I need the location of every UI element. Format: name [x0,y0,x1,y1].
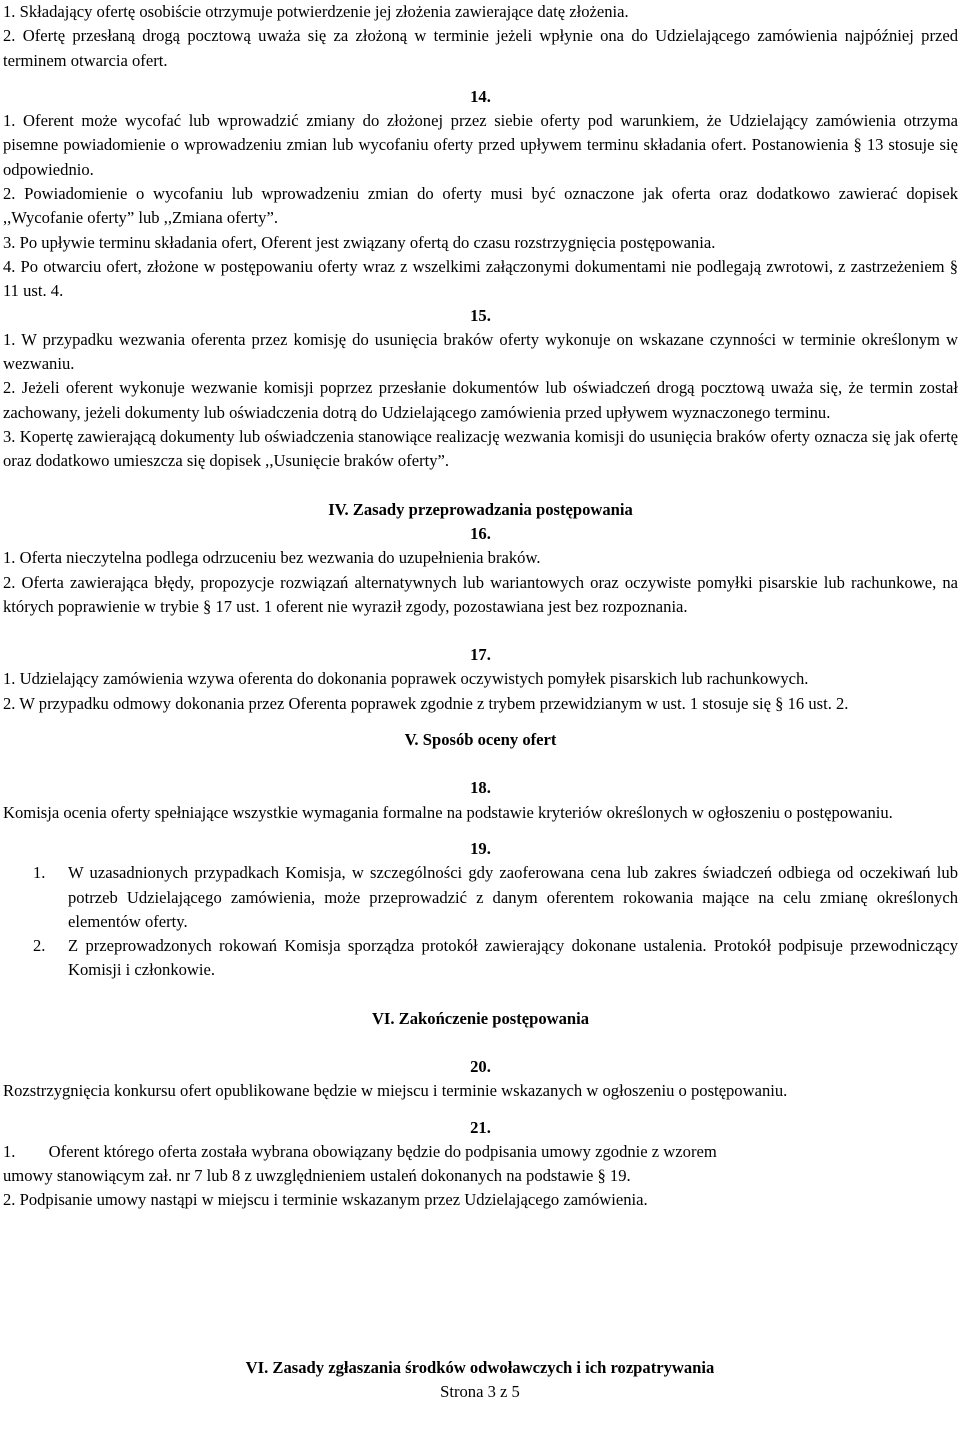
list-text: Z przeprowadzonych rokowań Komisja sporządza protokół zawierający dokonane ustalenia. Protokół podpisuje przewodniczący Komisji i członkowie. [68,936,958,980]
section-heading: 18. [470,778,491,798]
paragraph: 3. Po upływie terminu składania ofert, Oferent jest związany ofertą do czasu rozstrzygnięcia postępowania. [3,232,716,252]
paragraph: umowy stanowiącym zał. nr 7 lub 8 z uwzględnieniem ustaleń dokonanych na podstawie § 19. [3,1166,631,1186]
list-text: W uzasadnionych przypadkach Komisja, w szczególności gdy zaoferowana cena lub zakres świadczeń odbiega od oczekiwań lub potrzeb Udzielającego zamówienia, może przeprowadzić z danym oferentem rokowania mające na celu zmianę określonych elementów oferty. [68,863,958,931]
section-heading: 14. [470,86,491,106]
section-heading: 15. [470,305,491,325]
chapter-heading: IV. Zasady przeprowadzania postępowania [328,499,633,519]
paragraph: 1. Składający ofertę osobiście otrzymuje potwierdzenie jej złożenia zawierające datę złożenia. [3,2,629,21]
section-heading: 16. [470,523,491,543]
section-heading: 17. [470,645,491,665]
paragraph: Komisja ocenia oferty spełniające wszystkie wymagania formalne na podstawie kryteriów określonych w ogłoszeniu o postępowaniu. [3,802,893,822]
paragraph: 2. Jeżeli oferent wykonuje wezwanie komisji poprzez przesłanie dokumentów lub oświadczeń drogą pocztową uważa się, że termin został zachowany, jeżeli dokumenty lub oświadczenia dotrą do Udzielającego zamówienia przed upływem wyznaczonego terminu. [3,378,958,422]
paragraph: Rozstrzygnięcia konkursu ofert opublikowane będzie w miejscu i terminie wskazanych w ogłoszeniu o postępowaniu. [3,1081,788,1101]
paragraph: 1. Oferent może wycofać lub wprowadzić zmiany do złożonej przez siebie oferty pod warunkiem, że Udzielający zamówienia otrzyma pisemne powiadomienie o wprowadzeniu zmian lub wycofaniu oferty przed upływem terminu składania ofert. Postanowienia § 13 stosuje się odpowiednio. [3,111,958,179]
paragraph: 3. Kopertę zawierającą dokumenty lub oświadczenia stanowiące realizację wezwania komisji do usunięcia braków oferty oznacza się jak ofertę oraz dodatkowo umieszcza się dopisek ,,Usunięcie braków oferty”. [3,427,958,471]
list-number: 2. [33,936,46,956]
paragraph: 2. Oferta zawierająca błędy, propozycje rozwiązań alternatywnych lub wariantowych oraz oczywiste pomyłki pisarskie lub rachunkowe, na których poprawienie w trybie § 17 ust. 1 oferent nie wyraził zgody, pozostawiana jest bez rozpoznania. [3,572,958,616]
paragraph: 1. Oferta nieczytelna podlega odrzuceniu bez wezwania do uzupełnienia braków. [3,548,541,568]
paragraph: 1. Oferent którego oferta została wybrana obowiązany będzie do podpisania umowy zgodnie z wzorem [3,1141,717,1161]
section-heading: 19. [470,838,491,858]
paragraph: 1. W przypadku wezwania oferenta przez komisję do usunięcia braków oferty wykonuje on wskazane czynności w terminie określonym w wezwaniu. [3,329,958,374]
section-heading: 20. [470,1056,491,1076]
paragraph: 4. Po otwarciu ofert, złożone w postępowaniu oferty wraz z wszelkimi załączonymi dokumentami nie podlegają zwrotowi, z zastrzeżeniem § 11 ust. 4. [3,256,958,301]
page-footer: Strona 3 z 5 [440,1382,520,1401]
section-heading: 21. [470,1117,491,1137]
list-item [3,861,958,934]
chapter-heading: VI. Zasady zgłaszania środków odwoławczych i ich rozpatrywania [245,1358,715,1377]
paragraph: 2. Podpisanie umowy nastąpi w miejscu i terminie wskazanym przez Udzielającego zamówienia. [3,1190,648,1210]
chapter-heading: VI. Zakończenie postępowania [371,1008,590,1028]
paragraph: 2. Powiadomienie o wycofaniu lub wprowadzeniu zmian do oferty musi być oznaczone jak oferta oraz dodatkowo zawierać dopisek ,,Wycofanie oferty” lub ,,Zmiana oferty”. [3,184,958,228]
list-number: 1. [33,863,46,883]
list-item [3,934,958,983]
paragraph: 1. Udzielający zamówienia wzywa oferenta do dokonania poprawek oczywistych pomyłek pisarskich lub rachunkowych. [3,669,809,689]
paragraph: 2. W przypadku odmowy dokonania przez Oferenta poprawek zgodnie z trybem przewidzianym w ust. 1 stosuje się § 16 ust. 2. [3,693,849,713]
document-content [3,0,958,1213]
paragraph: 2. Ofertę przesłaną drogą pocztową uważa się za złożoną w terminie jeżeli wpłynie ona do Udzielającego zamówienia najpóźniej przed terminem otwarcia ofert. [3,26,958,70]
chapter-heading: V. Sposób oceny ofert [404,730,557,750]
